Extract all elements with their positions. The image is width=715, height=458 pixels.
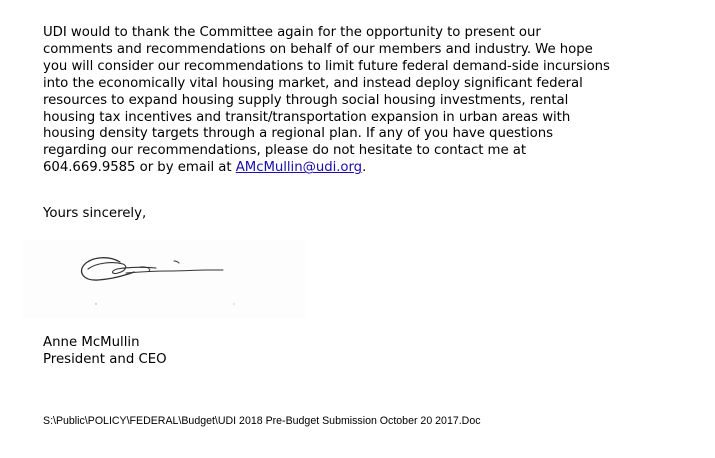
email-link[interactable]: AMcMullin@udi.org [235,160,363,176]
body-line: resources to expand housing supply through social housing investments, rental [43,92,569,108]
body-line: regarding our recommendations, please do not hesitate to contact me at [43,143,527,159]
contact-line-period: . [362,160,367,176]
signer-name: Anne McMullin [43,335,140,350]
contact-line [43,160,703,177]
body-line: housing tax incentives and transit/transportation expansion in urban areas with [43,109,571,125]
signer-title: President and CEO [43,352,167,367]
document-file-path: S:\Public\POLICY\FEDERAL\Budget\UDI 2018 Pre-Budget Submission October 20 2017.Doc [43,415,481,427]
signature-image [22,240,306,318]
letter-body-paragraph [43,25,703,177]
body-line: housing density targets through a regional plan. If any of you have questions [43,126,553,142]
body-line: UDI would to thank the Committee again for the opportunity to present our [43,25,541,40]
contact-phone-text: 604.669.9585 or by email at [43,160,236,176]
closing-salutation: Yours sincerely, [43,206,147,221]
body-line: you will consider our recommendations to limit future federal demand-side incursions [43,58,610,74]
body-line: comments and recommendations on behalf of our members and industry. We hope [43,41,593,57]
body-line: into the economically vital housing market, and instead deploy significant federal [43,75,583,91]
